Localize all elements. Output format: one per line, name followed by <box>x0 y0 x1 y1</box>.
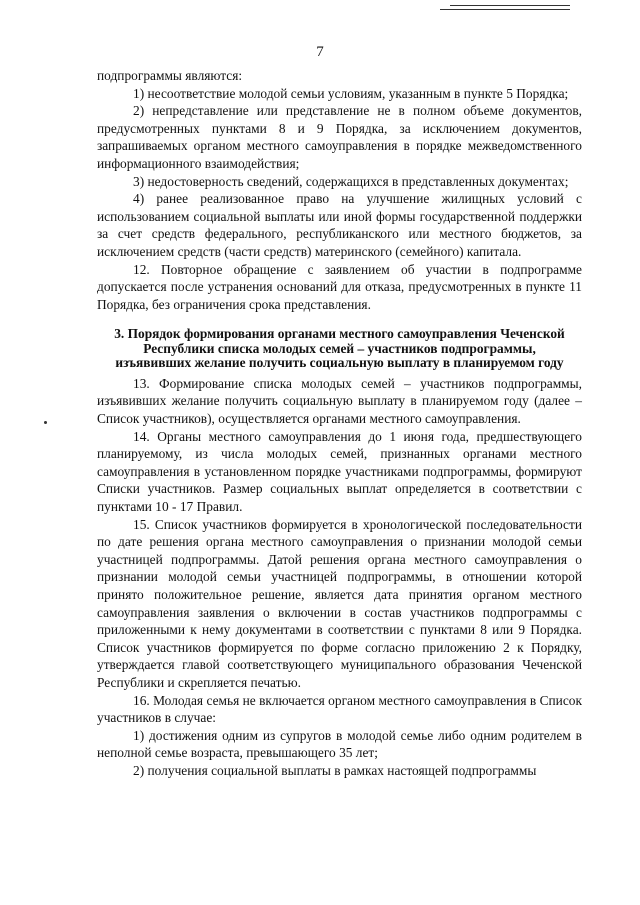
paragraph-15: 15. Список участников формируется в хронологической последовательности по дате решения органа местного самоуправления о признании молодой семьи участницей подпрограммы. Датой решения органа местного самоуправления о признании молодой семьи участницей подпрограммы, в отношении которой принято положительное решение, является дата принятия органом местного самоуправления заявления о включении в состав участников подпрограммы с приложенными к нему документами в соответствии с пунктами 8 или 9 Порядка. Список участников формируется по форме согласно приложению 2 к Порядку, утверждается главой соответствующего муниципального образования Чеченской Республики и скрепляется печатью. <box>97 516 582 690</box>
paragraph-14: 14. Органы местного самоуправления до 1 июня года, предшествующего планируемому, из числа молодых семей, признанных органами местного самоуправления в установленном порядке участниками подпрограммы, формируют Списки участников. Размер социальных выплат определяется в соответствии с пунктами 10 - 17 Правил. <box>97 428 582 514</box>
paragraph-12: 12. Повторное обращение с заявлением об участии в подпрограмме допускается после устранения оснований для отказа, предусмотренных в пункте 11 Порядка, без ограничения срока представления. <box>97 261 582 312</box>
refusal-ground-2: 2) непредставление или представление не в полном объеме документов, предусмотренных пунктами 8 и 9 Порядка, за исключением документов, запрашиваемых органом местного самоуправления в порядке межведомственного информационного взаимодействия; <box>97 103 582 171</box>
refusal-ground-4: 4) ранее реализованное право на улучшение жилищных условий с использованием социальной выплаты или иной формы государственной поддержки за счет средств федерального, республиканского или местного бюджетов, за исключением средств (части средств) материнского (семейного) капитала. <box>97 191 582 259</box>
section-3-heading: 3. Порядок формирования органами местного самоуправления Чеченской Республики списка молодых семей – участников подпрограммы, изъявивших желание получить социальную выплату в планируемом году <box>114 326 565 371</box>
paragraph-16: 16. Молодая семья не включается органом местного самоуправления в Список участников в случае: <box>97 692 582 726</box>
paragraph-16-case-2: 2) получения социальной выплаты в рамках настоящей подпрограммы <box>133 762 537 778</box>
header-rule <box>450 5 570 6</box>
header-rule-second <box>440 9 570 10</box>
margin-mark <box>44 421 47 424</box>
paragraph-13: 13. Формирование списка молодых семей – участников подпрограммы, изъявивших желание получить социальную выплату в планируемом году (далее – Список участников), осуществляется органами местного самоуправления. <box>97 375 582 426</box>
page-number: 7 <box>316 44 324 60</box>
intro-line: подпрограммы являются: <box>97 68 243 83</box>
paragraph-16-case-1: 1) достижения одним из супругов в молодой семье либо одним родителем в неполной семье возраста, превышающего 35 лет; <box>97 727 582 761</box>
document-body <box>97 67 582 779</box>
refusal-ground-1: 1) несоответствие молодой семьи условиям, указанным в пункте 5 Порядка; <box>133 85 569 101</box>
refusal-ground-3: 3) недостоверность сведений, содержащихся в представленных документах; <box>133 173 569 189</box>
